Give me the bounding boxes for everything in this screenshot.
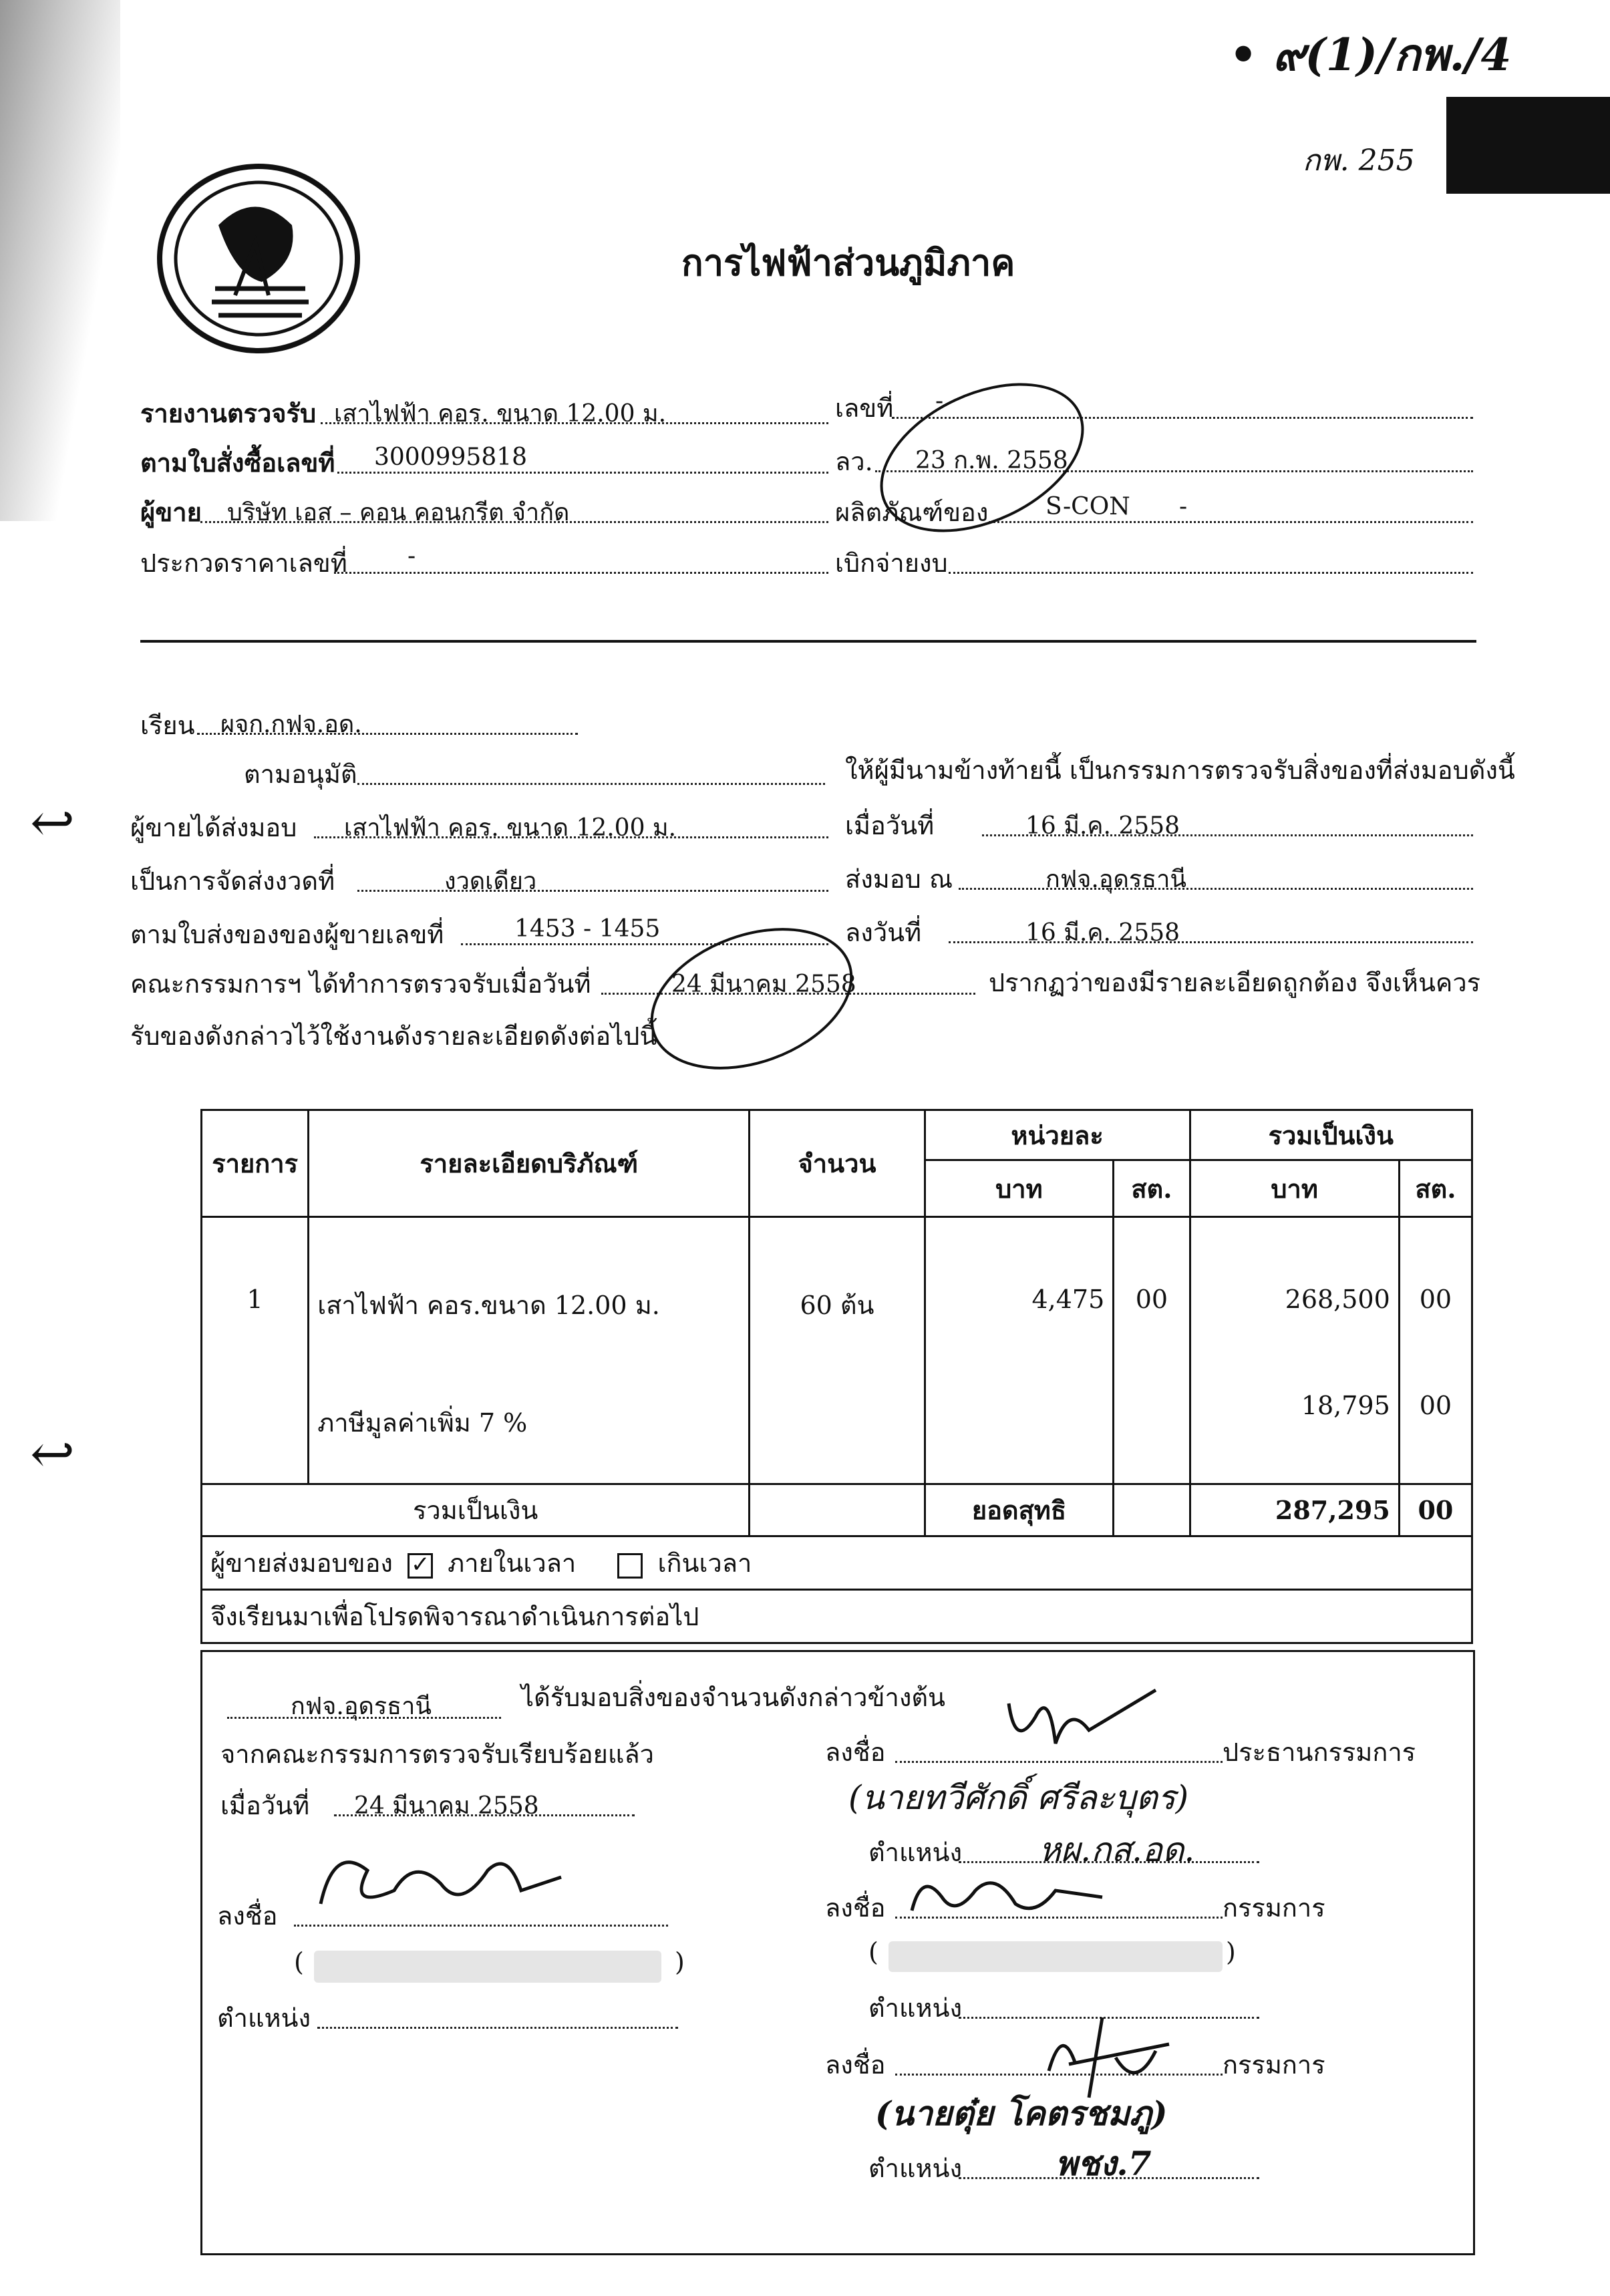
chair-role: ประธานกรรมการ <box>1223 1738 1416 1767</box>
net-baht: 287,295 <box>1190 1484 1399 1536</box>
committee-value: 24 มีนาคม 2558 <box>671 971 856 998</box>
accept-line: รับของดังกล่าวไว้ใช้งานดังรายละเอียดดังต่อไปนี้ <box>130 1021 657 1051</box>
org-title: การไฟฟ้าส่วนภูมิภาค <box>681 241 1015 284</box>
seller-value: บริษัท เอส – คอน คอนกรีต จำกัด <box>227 499 570 526</box>
order-label: ตามใบสั่งซื้อเลขที่ <box>140 448 335 478</box>
table-row <box>202 1217 1472 1484</box>
closing-text: จึงเรียนมาเพื่อโปรดพิจารณาดำเนินการต่อไป <box>202 1590 1472 1643</box>
product-value: S-CON <box>1045 493 1130 520</box>
th-item: รายการ <box>202 1110 309 1217</box>
th-unit: หน่วยละ <box>925 1110 1190 1160</box>
receipt-paren-close: ) <box>675 1947 685 1977</box>
chair-position-value: หผ.กส.อด. <box>1039 1830 1195 1869</box>
deliver-at-line <box>959 888 1473 890</box>
redaction-box <box>1446 97 1610 194</box>
approval-line <box>357 783 825 785</box>
chair-sign-label: ลงชื่อ <box>825 1738 886 1767</box>
date-label: ลว. <box>835 447 873 476</box>
row-total-baht: 18,795 <box>1301 1391 1390 1420</box>
net-label: ยอดสุทธิ <box>925 1484 1114 1536</box>
sum-row <box>202 1484 1472 1536</box>
no-value: - <box>935 387 944 415</box>
hand-ellipse-mid <box>641 915 862 1082</box>
seller-label: ผู้ขาย <box>140 497 202 527</box>
scan-shadow <box>0 0 120 521</box>
th-total: รวมเป็นเงิน <box>1190 1110 1472 1160</box>
row-unit-satang: 00 <box>1135 1285 1168 1314</box>
order-line <box>337 472 828 474</box>
no-label: เลขที่ <box>835 393 894 423</box>
row-total-satang: 00 <box>1419 1285 1452 1314</box>
committee-label: คณะกรรมการฯ ได้ทำการตรวจรับเมื่อวันที่ <box>130 969 591 999</box>
budget-label: เบิกจ่ายงบ <box>835 548 948 578</box>
receipt-from: จากคณะกรรมการตรวจรับเรียบร้อยแล้ว <box>220 1740 654 1769</box>
member2-sign-label: ลงชื่อ <box>825 1893 886 1923</box>
chair-signature <box>995 1677 1169 1770</box>
bid-label: ประกวดราคาเลขที่ <box>140 548 347 578</box>
row-qty: 60 ต้น <box>800 1291 874 1320</box>
pea-logo <box>155 162 362 355</box>
dated-label: ลงวันที่ <box>845 918 922 947</box>
row-desc: เสาไฟฟ้า คอร.ขนาด 12.00 ม. <box>317 1291 660 1320</box>
delivery-row <box>202 1536 1472 1590</box>
member2-paren-close: ) <box>1226 1937 1236 1967</box>
report-label: รายงานตรวจรับ <box>140 398 317 428</box>
batch-label: เป็นการจัดส่งงวดที่ <box>130 866 335 896</box>
member3-name: (นายตุ๋ย โคตรชมภู) <box>875 2094 1168 2133</box>
redacted-name <box>314 1951 661 1983</box>
receipt-sign-label: ลงชื่อ <box>217 1901 278 1931</box>
receipt-position-label: ตำแหน่ง <box>217 2003 311 2033</box>
member2-position-label: ตำแหน่ง <box>868 1993 963 2023</box>
net-satang: 00 <box>1399 1484 1472 1536</box>
chair-name: (นายทวีศักดิ์ ศรีละบุตร) <box>848 1778 1189 1817</box>
invoice-value: 1453 - 1455 <box>514 915 661 943</box>
receipt-position-line <box>317 2027 678 2029</box>
approval-tail: ให้ผู้มีนามข้างท้ายนี้ เป็นกรรมการตรวจรับสิ่งของที่ส่งมอบดังนี้ <box>845 756 1515 785</box>
th-total-baht: บาท <box>1190 1160 1399 1217</box>
row-total-satang: 00 <box>1419 1391 1452 1420</box>
th-unit-satang: สต. <box>1114 1160 1190 1217</box>
row-desc: ภาษีมูลค่าเพิ่ม 7 % <box>317 1408 528 1438</box>
budget-line <box>949 572 1473 574</box>
batch-value: งวดเดียว <box>444 868 537 895</box>
to-label: เรียน <box>140 711 195 740</box>
product-label: ผลิตภัณฑ์ของ <box>835 498 989 527</box>
member2-paren-open: ( <box>868 1937 878 1967</box>
receipt-paren-open: ( <box>294 1947 304 1977</box>
row-no: 1 <box>247 1285 263 1314</box>
batch-line <box>357 890 828 892</box>
delivery-prefix: ผู้ขายส่งมอบของ <box>210 1548 393 1578</box>
member3-sign-label: ลงชื่อ <box>825 2050 886 2080</box>
deliver-at-value: กฟจ.อุดรธานี <box>1045 866 1186 893</box>
approval-label: ตามอนุมัติ <box>244 760 357 789</box>
redacted-name <box>889 1941 1223 1972</box>
date-value: 23 ก.พ. 2558 <box>915 447 1068 474</box>
to-value: ผจก.กฟจ.อด. <box>220 711 362 738</box>
member2-role: กรรมการ <box>1223 1893 1325 1923</box>
chair-position-label: ตำแหน่ง <box>868 1838 963 1867</box>
late-label: เกินเวลา <box>657 1548 752 1578</box>
th-qty: จำนวน <box>750 1110 925 1217</box>
th-total-satang: สต. <box>1399 1160 1472 1217</box>
deliver-at-label: ส่งมอบ ณ <box>845 864 953 894</box>
dated-value: 16 มี.ค. 2558 <box>1025 919 1180 947</box>
member2-signature <box>902 1864 1116 1931</box>
delivered-value: เสาไฟฟ้า คอร. ขนาด 12.00 ม. <box>344 814 677 842</box>
member3-role: กรรมการ <box>1223 2050 1325 2080</box>
late-checkbox[interactable] <box>617 1553 643 1579</box>
divider-line <box>140 640 1476 643</box>
th-desc: รายละเอียดบริภัณฑ์ <box>309 1110 750 1217</box>
th-unit-baht: บาท <box>925 1160 1114 1217</box>
hand-ellipse-top <box>868 361 1096 554</box>
corner-note: กพ. 255 <box>1303 144 1415 178</box>
member3-position-value: พชง.7 <box>1056 2144 1152 2183</box>
items-table <box>200 1109 1473 1644</box>
receipt-signature <box>307 1830 601 1931</box>
on-time-label: ภายในเวลา <box>448 1548 577 1578</box>
bid-line <box>334 572 828 574</box>
receipt-date-label: เมื่อวันที่ <box>220 1791 310 1820</box>
corner-reference: • ๙(1)/กพ./4 <box>1229 29 1512 81</box>
on-date-label: เมื่อวันที่ <box>845 811 935 840</box>
report-value: เสาไฟฟ้า คอร. ขนาด 12.00 ม. <box>334 400 667 428</box>
committee-tail: ปรากฏว่าของมีรายละเอียดถูกต้อง จึงเห็นควร <box>989 968 1481 997</box>
delivered-label: ผู้ขายได้ส่งมอบ <box>130 813 297 842</box>
margin-mark: ↩ <box>30 1423 75 1485</box>
receipt-text: ได้รับมอบสิ่งของจำนวนดังกล่าวข้างต้น <box>521 1683 946 1712</box>
on-date-value: 16 มี.ค. 2558 <box>1025 812 1180 840</box>
row-total-baht: 268,500 <box>1285 1285 1390 1314</box>
invoice-label: ตามใบส่งของของผู้ขายเลขที่ <box>130 920 444 949</box>
receipt-date-value: 24 มีนาคม 2558 <box>354 1792 539 1820</box>
sum-label: รวมเป็นเงิน <box>202 1484 750 1536</box>
on-time-checkbox[interactable]: ✓ <box>408 1553 433 1579</box>
member3-position-label: ตำแหน่ง <box>868 2154 963 2183</box>
row-unit-baht: 4,475 <box>1031 1285 1105 1314</box>
order-value: 3000995818 <box>374 444 528 471</box>
margin-mark: ↩ <box>30 792 75 854</box>
receipt-office: กฟจ.อุดรธานี <box>291 1693 432 1720</box>
bid-value: - <box>408 542 416 570</box>
product-extra: - <box>1179 493 1188 520</box>
